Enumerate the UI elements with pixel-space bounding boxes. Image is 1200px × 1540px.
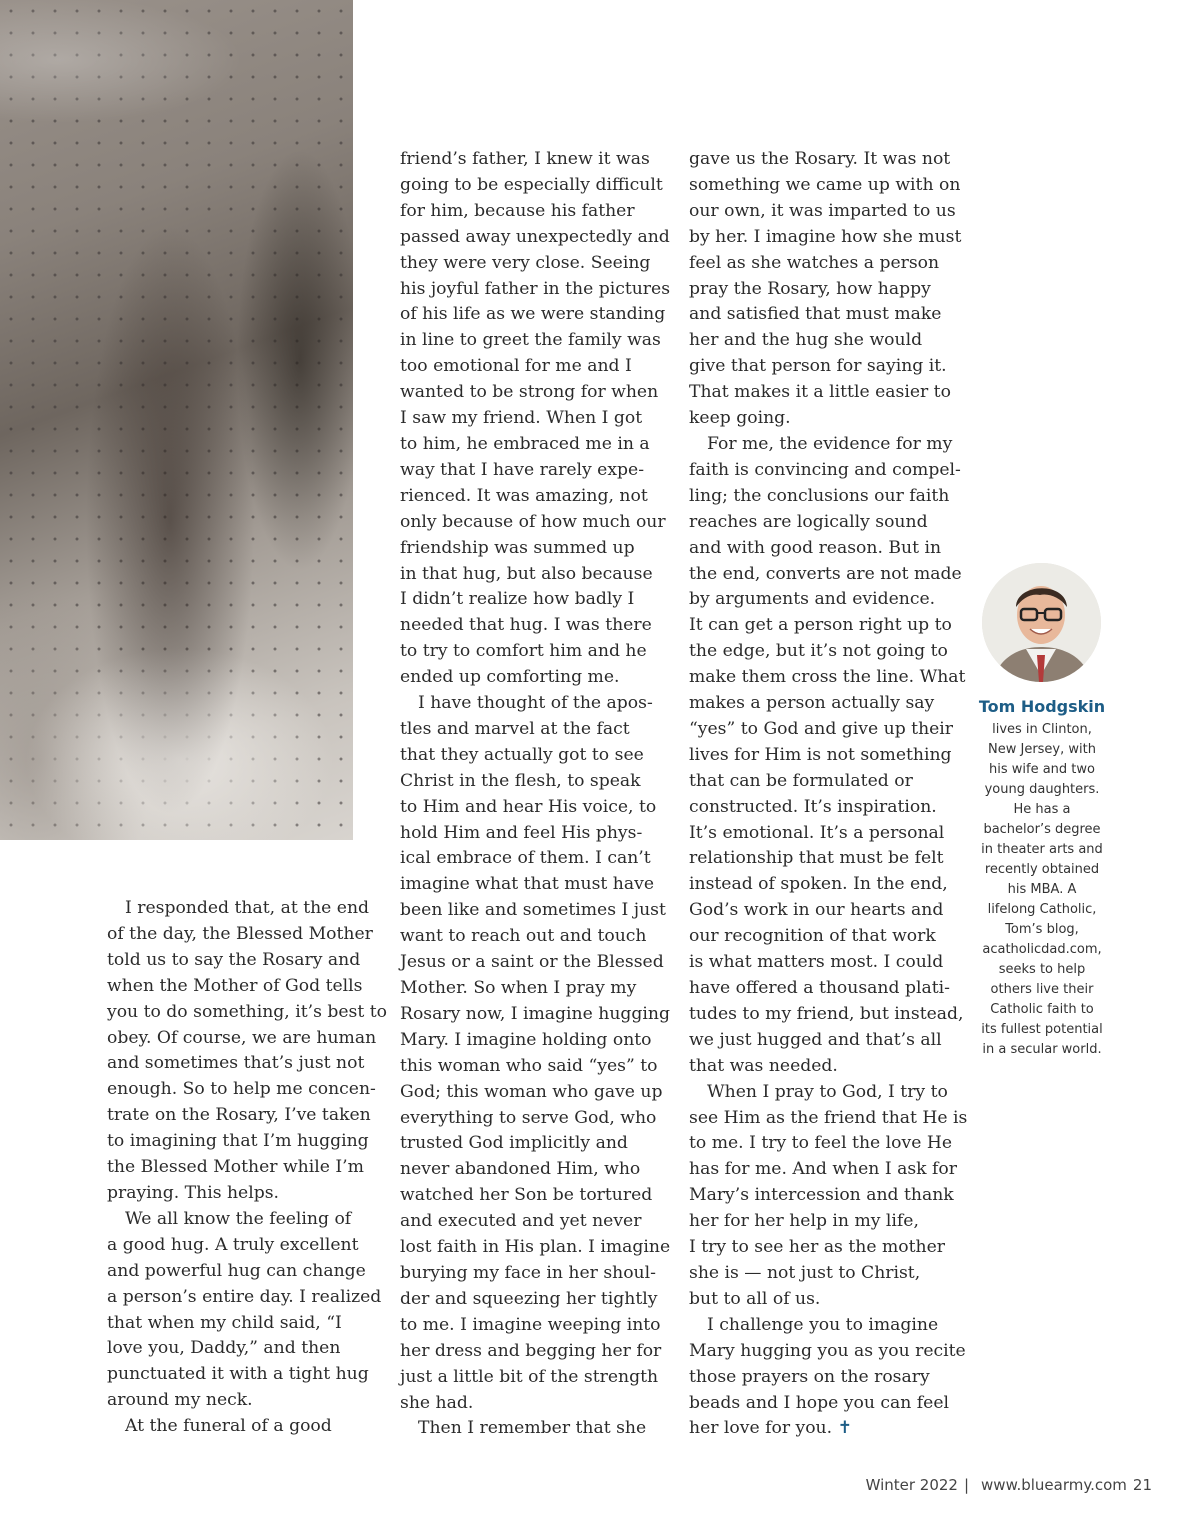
article-line: to me. I try to feel the love He bbox=[689, 1133, 953, 1154]
article-line: We all know the feeling of bbox=[125, 1208, 352, 1229]
article-line: instead of spoken. In the end, bbox=[689, 874, 948, 895]
article-line: has for me. And when I ask for bbox=[689, 1159, 957, 1180]
author-bio-line: his wife and two bbox=[989, 762, 1095, 777]
article-line: of his life as we were standing bbox=[400, 304, 666, 325]
article-line: she had. bbox=[400, 1392, 474, 1413]
article-line: It can get a person right up to bbox=[689, 615, 952, 636]
article-line: friend’s father, I knew it was bbox=[400, 149, 650, 169]
footer-issue: Winter 2022 bbox=[865, 1476, 958, 1494]
article-line: for him, because his father bbox=[400, 200, 635, 221]
article-line: imagine what that must have bbox=[400, 874, 654, 895]
article-line: told us to say the Rosary and bbox=[107, 949, 361, 970]
article-line: to me. I imagine weeping into bbox=[400, 1314, 661, 1335]
article-line: to him, he embraced me in a bbox=[400, 433, 650, 454]
article-line: and executed and yet never bbox=[400, 1211, 642, 1232]
article-line: you to do something, it’s best to bbox=[107, 1001, 388, 1022]
article-line: keep going. bbox=[689, 408, 791, 429]
article-line: her dress and begging her for bbox=[400, 1340, 662, 1361]
article-line: I responded that, at the end bbox=[125, 898, 370, 918]
fabric-photo bbox=[0, 0, 353, 840]
article-line: around my neck. bbox=[107, 1390, 253, 1411]
article-line: friendship was summed up bbox=[400, 537, 635, 558]
article-line: that can be formulated or bbox=[689, 770, 913, 791]
footer-site-link[interactable]: www.bluearmy.com bbox=[981, 1476, 1127, 1494]
article-line: ical embrace of them. I can’t bbox=[400, 848, 651, 869]
article-line: enough. So to help me concen- bbox=[107, 1079, 376, 1100]
article-line: and with good reason. But in bbox=[689, 537, 942, 558]
article-line: a person’s entire day. I realized bbox=[107, 1286, 382, 1307]
author-bio-line: others live their bbox=[990, 982, 1094, 997]
article-line: der and squeezing her tightly bbox=[400, 1288, 658, 1309]
author-bio-line: lifelong Catholic, bbox=[987, 902, 1097, 917]
article-line: everything to serve God, who bbox=[400, 1107, 657, 1128]
article-line: lost faith in His plan. I imagine bbox=[400, 1237, 671, 1258]
article-line: obey. Of course, we are human bbox=[107, 1027, 377, 1048]
article-line: God’s work in our hearts and bbox=[689, 900, 944, 921]
article-line: watched her Son be tortured bbox=[400, 1185, 653, 1206]
article-line: That makes it a little easier to bbox=[689, 382, 951, 403]
author-bio-line: young daughters. bbox=[984, 782, 1100, 797]
article-line: ended up comforting me. bbox=[400, 667, 620, 688]
author-bio-line: its fullest potential bbox=[981, 1022, 1103, 1037]
author-bio-line: lives in Clinton, bbox=[992, 722, 1092, 737]
article-line: trate on the Rosary, I’ve taken bbox=[107, 1105, 371, 1126]
article-line: when the Mother of God tells bbox=[107, 975, 363, 996]
article-line: give that person for saying it. bbox=[689, 356, 947, 377]
author-bio-line: Tom’s blog, bbox=[1005, 922, 1079, 937]
article-line: his joyful father in the pictures bbox=[400, 278, 671, 299]
article-line: to try to comfort him and he bbox=[400, 641, 647, 662]
article-line: the edge, but it’s not going to bbox=[689, 641, 948, 662]
article-line: Christ in the flesh, to speak bbox=[400, 770, 641, 791]
article-column-3 bbox=[689, 147, 968, 1442]
article-line: she is — not just to Christ, bbox=[689, 1262, 921, 1283]
article-line: too emotional for me and I bbox=[400, 356, 632, 377]
article-line: the Blessed Mother while I’m bbox=[107, 1157, 364, 1178]
author-bio-line: seeks to help bbox=[998, 962, 1086, 977]
article-line: rienced. It was amazing, not bbox=[400, 485, 648, 506]
article-line: constructed. It’s inspiration. bbox=[689, 796, 937, 817]
author-bio-line: his MBA. A bbox=[1007, 882, 1077, 897]
article-line: faith is convincing and compel- bbox=[689, 459, 961, 480]
article-line: makes a person actually say bbox=[689, 693, 935, 714]
article-line: by her. I imagine how she must bbox=[689, 226, 962, 247]
article-line: Mary’s intercession and thank bbox=[689, 1185, 954, 1206]
author-name: Tom Hodgskin bbox=[978, 697, 1106, 716]
article-line: I challenge you to imagine bbox=[707, 1314, 939, 1335]
article-line: punctuated it with a tight hug bbox=[107, 1364, 369, 1385]
article-line: I have thought of the apos- bbox=[418, 693, 653, 714]
article-line: reaches are logically sound bbox=[689, 511, 928, 532]
article-line: and powerful hug can change bbox=[107, 1260, 366, 1281]
article-line: we just hugged and that’s all bbox=[689, 1029, 942, 1050]
author-bio-line: recently obtained bbox=[984, 862, 1100, 877]
article-line: is what matters most. I could bbox=[689, 952, 944, 973]
article-line: It’s emotional. It’s a personal bbox=[689, 822, 945, 843]
article-line: Mary. I imagine holding onto bbox=[400, 1029, 652, 1050]
article-line: Rosary now, I imagine hugging bbox=[400, 1003, 670, 1024]
article-line: see Him as the friend that He is bbox=[689, 1107, 968, 1128]
article-line: When I pray to God, I try to bbox=[707, 1081, 948, 1102]
article-line: and satisfied that must make bbox=[689, 304, 942, 325]
article-line: For me, the evidence for my bbox=[707, 433, 953, 454]
footer-info bbox=[860, 1476, 1152, 1494]
author-bio-line: acatholicdad.com, bbox=[982, 942, 1102, 957]
article-line: they were very close. Seeing bbox=[400, 252, 651, 273]
article-line: but to all of us. bbox=[689, 1288, 821, 1309]
article-line: her and the hug she would bbox=[689, 330, 923, 351]
article-line: passed away unexpectedly and bbox=[400, 226, 670, 247]
article-column-1 bbox=[107, 896, 388, 1440]
article-line: needed that hug. I was there bbox=[400, 615, 652, 636]
article-line: in line to greet the family was bbox=[400, 330, 661, 351]
page-number: 21 bbox=[1132, 1476, 1152, 1494]
author-bio-line: in a secular world. bbox=[982, 1042, 1102, 1057]
article-line: trusted God implicitly and bbox=[400, 1133, 628, 1154]
author-bio-line: He has a bbox=[1013, 802, 1071, 817]
article-line: love you, Daddy,” and then bbox=[107, 1338, 341, 1359]
article-line: I didn’t realize how badly I bbox=[400, 589, 635, 610]
article-line: praying. This helps. bbox=[107, 1182, 280, 1203]
article-line: our own, it was imparted to us bbox=[689, 200, 956, 221]
author-bio bbox=[960, 720, 1124, 1060]
article-line: by arguments and evidence. bbox=[689, 589, 936, 610]
author-bio-line: bachelor’s degree bbox=[983, 822, 1101, 837]
author-avatar bbox=[982, 563, 1101, 682]
article-line: that they actually got to see bbox=[400, 744, 644, 765]
article-line: that when my child said, “I bbox=[107, 1312, 342, 1333]
article-line: a good hug. A truly excellent bbox=[107, 1234, 359, 1255]
article-line: God; this woman who gave up bbox=[400, 1081, 663, 1102]
article-line: Jesus or a saint or the Blessed bbox=[400, 952, 664, 973]
article-line: and sometimes that’s just not bbox=[107, 1053, 365, 1074]
article-line: never abandoned Him, who bbox=[400, 1159, 641, 1180]
article-line: just a little bit of the strength bbox=[400, 1366, 659, 1387]
article-last-line-text: her love for you. bbox=[689, 1418, 833, 1439]
article-column-2 bbox=[400, 147, 671, 1442]
article-line: of the day, the Blessed Mother bbox=[107, 923, 373, 944]
article-line: those prayers on the rosary bbox=[689, 1366, 930, 1387]
article-line: gave us the Rosary. It was not bbox=[689, 149, 951, 169]
cross-icon: ✝ bbox=[837, 1418, 852, 1439]
article-line: tles and marvel at the fact bbox=[400, 718, 630, 739]
article-line: ling; the conclusions our faith bbox=[689, 485, 950, 506]
article-line: make them cross the line. What bbox=[689, 667, 966, 688]
article-line: lives for Him is not something bbox=[689, 744, 952, 765]
article-line: I try to see her as the mother bbox=[689, 1237, 945, 1258]
article-line: the end, converts are not made bbox=[689, 563, 962, 584]
author-bio-line: Catholic faith to bbox=[990, 1002, 1094, 1017]
article-line: burying my face in her shoul- bbox=[400, 1262, 656, 1283]
article-line: way that I have rarely expe- bbox=[400, 459, 645, 480]
article-line: to Him and hear His voice, to bbox=[400, 796, 657, 817]
article-line: At the funeral of a good bbox=[125, 1416, 332, 1437]
article-line: her for her help in my life, bbox=[689, 1211, 919, 1232]
article-line: going to be especially difficult bbox=[400, 174, 663, 195]
article-line: I saw my friend. When I got bbox=[400, 408, 643, 429]
author-portrait-illustration bbox=[982, 563, 1101, 682]
article-line: relationship that must be felt bbox=[689, 848, 944, 869]
article-line: to imagining that I’m hugging bbox=[107, 1131, 369, 1152]
article-line: something we came up with on bbox=[689, 174, 961, 195]
article-line: in that hug, but also because bbox=[400, 563, 653, 584]
article-line: Mother. So when I pray my bbox=[400, 978, 637, 998]
article-line: our recognition of that work bbox=[689, 926, 936, 947]
footer-separator: | bbox=[963, 1476, 970, 1494]
article-line: wanted to be strong for when bbox=[400, 382, 659, 403]
article-line: have offered a thousand plati- bbox=[689, 978, 950, 998]
page-footer bbox=[760, 1476, 1152, 1500]
article-line: been like and sometimes I just bbox=[400, 900, 666, 921]
article-line bbox=[689, 1416, 954, 1442]
article-line: that was needed. bbox=[689, 1055, 838, 1076]
article-line: Then I remember that she bbox=[418, 1418, 647, 1439]
article-line: Mary hugging you as you recite bbox=[689, 1340, 966, 1361]
article-line: hold Him and feel His phys- bbox=[400, 822, 643, 843]
article-line: this woman who said “yes” to bbox=[400, 1055, 658, 1076]
article-line: “yes” to God and give up their bbox=[689, 718, 954, 739]
author-bio-line: New Jersey, with bbox=[988, 742, 1096, 757]
article-line: only because of how much our bbox=[400, 511, 666, 532]
author-bio-line: in theater arts and bbox=[981, 842, 1103, 857]
article-line: feel as she watches a person bbox=[689, 252, 940, 273]
article-line: want to reach out and touch bbox=[400, 926, 647, 947]
article-line: pray the Rosary, how happy bbox=[689, 278, 931, 299]
article-line: beads and I hope you can feel bbox=[689, 1392, 949, 1413]
article-line: tudes to my friend, but instead, bbox=[689, 1003, 964, 1024]
